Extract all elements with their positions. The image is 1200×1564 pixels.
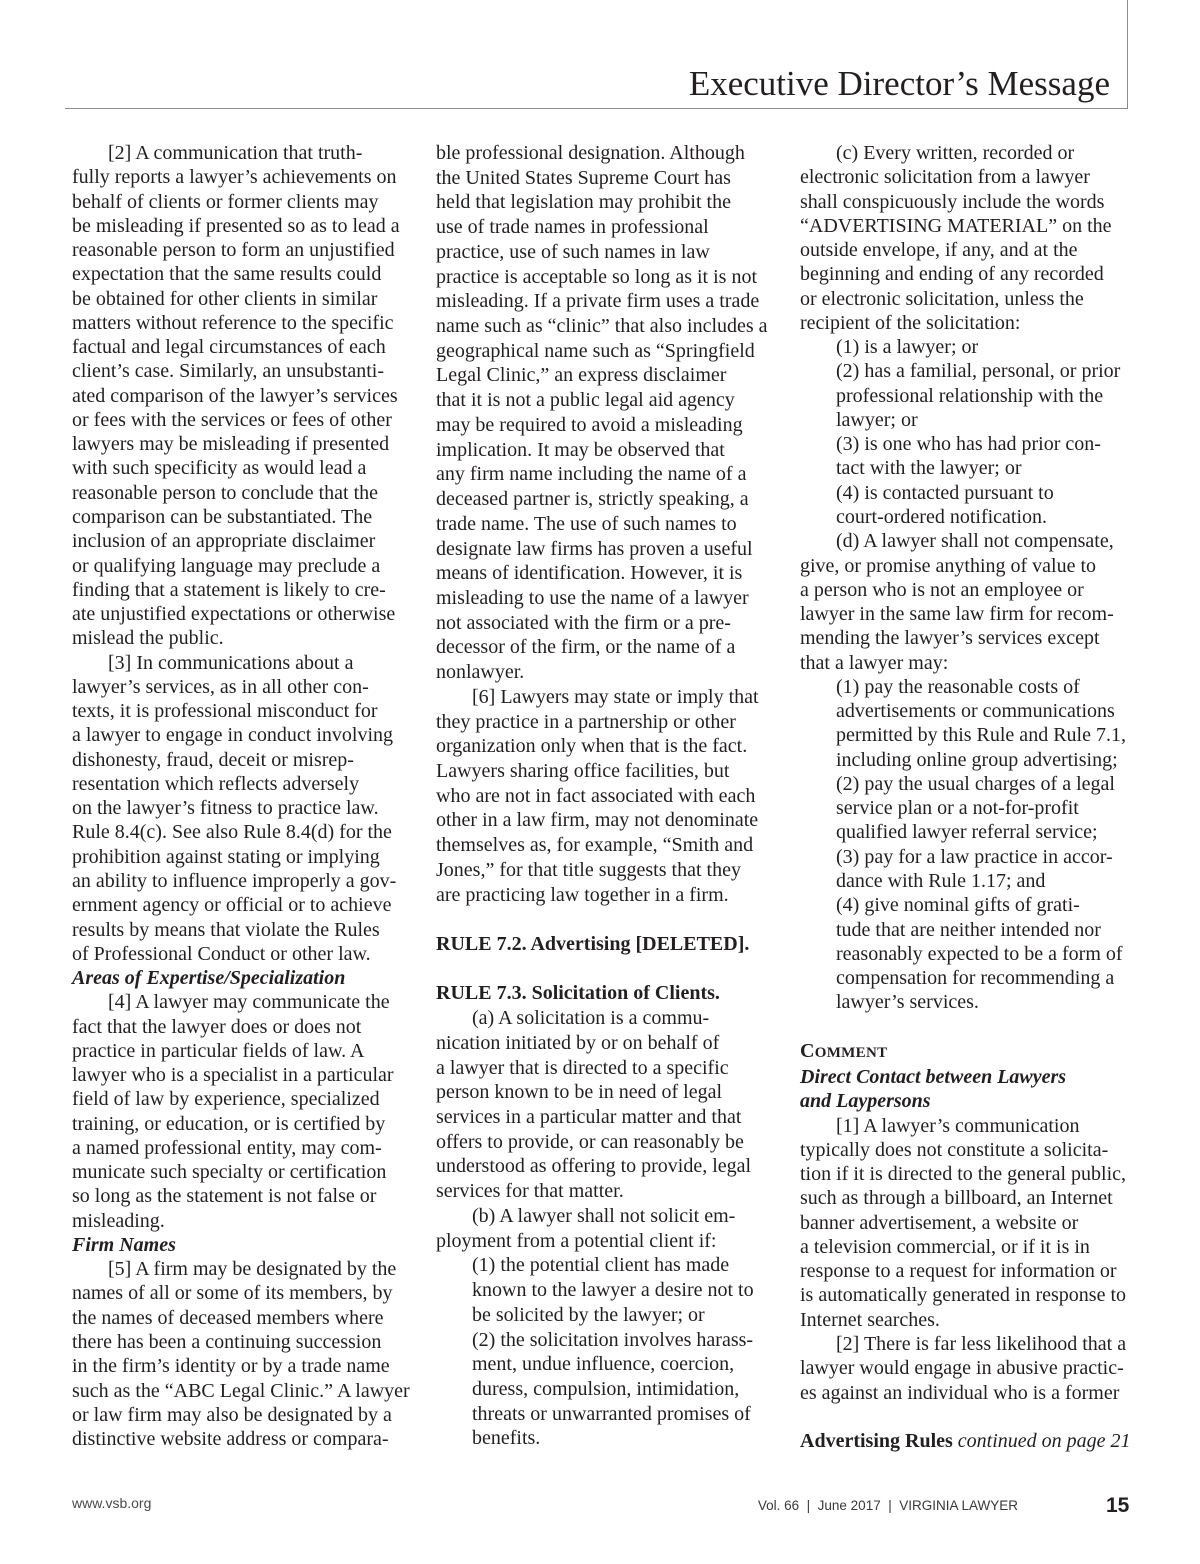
rule-c-item-3: (3) is one who has had prior con- tact with the lawyer; or: [836, 433, 1101, 480]
section-title: Executive Director’s Message: [688, 64, 1110, 103]
subheading-expertise: Areas of Expertise/Specialization: [72, 967, 346, 990]
comment-paragraph-1: [1] A lawyer’s communication typically does not constitute a solicita- tion if it is directed to the general public, such as through a billboard, an Internet banner advertisement, a website or a television commercial, or if it is in response to a request for information or is automatically generated in response to Internet searches.: [800, 1114, 1127, 1331]
comment-label: COMMENT: [800, 1039, 888, 1062]
rule-7-3-heading: RULE 7.3. Solicitation of Clients.: [436, 982, 720, 1005]
continued-title: Advertising Rules: [800, 1430, 953, 1453]
footer-issue-info: Vol. 66 | June 2017 | VIRGINIA LAWYER: [757, 1498, 1018, 1513]
rule-paragraph-c: (c) Every written, recorded or electronic solicitation from a lawyer shall conspicuously include the words “ADVERTISING MATERIAL” on the outside envelope, if any, and at the beginning and ending of any recorded or electronic solicitation, unless the recipient of the solicitation:: [800, 142, 1112, 334]
rule-d-item-3: (3) pay for a law practice in accor- dance with Rule 1.17; and: [836, 845, 1113, 892]
continued-page-note: continued on page 21: [957, 1430, 1131, 1453]
continued-note: [800, 1429, 1131, 1453]
comment-paragraph-3: [3] In communications about a lawyer’s services, as in all other con- texts, it is professional misconduct for a lawyer to engage in conduct involving dishonesty, fraud, deceit or misrep- resentation which reflects adversely on the lawyer’s fitness to practice law. Rule 8.4(c). See also Rule 8.4(d) for the prohibition against stating or implying an ability to influence improperly a gov- ernment agency or official or to achieve results by means that violate the Rules of Professional Conduct or other law.: [72, 651, 397, 965]
rule-b-item-1: (1) the potential client has made known to the lawyer a desire not to be solicited by the lawyer; or: [472, 1254, 754, 1326]
left-column: [72, 141, 417, 1451]
rule-d-item-2: (2) pay the usual charges of a legal service plan or a not-for-profit qualified lawyer referral service;: [836, 772, 1115, 844]
rule-c-item-2: (2) has a familial, personal, or prior professional relationship with the lawyer; or: [836, 360, 1121, 431]
comment-paragraph-5: [5] A firm may be designated by the names of all or some of its members, by the names of deceased members where there has been a continuing succession in the firm’s identity or by a trade name such as the “ABC Legal Clinic.” A lawyer or law firm may also be designated by a distinctive website address or compara-: [72, 1258, 410, 1451]
rule-paragraph-a: (a) A solicitation is a commu- nication initiated by or on behalf of a lawyer that is directed to a specific person known to be in need of legal services in a particular matter and that offers to provide, or can reasonably be understood as offering to provide, legal services for that matter.: [436, 1007, 752, 1203]
footer-website: www.vsb.org: [72, 1495, 152, 1511]
rule-d-item-1: (1) pay the reasonable costs of advertisements or communications permitted by this Rule and Rule 7.1, including online group advertising;: [836, 675, 1126, 771]
rule-paragraph-d: (d) A lawyer shall not compensate, give, or promise anything of value to a person who is not an employee or lawyer in the same law firm for recom- mending the lawyer’s services except that a lawyer may:: [800, 530, 1114, 674]
right-column: [800, 141, 1131, 1453]
comment-paragraph-2: [2] A communication that truth- fully reports a lawyer’s achievements on behalf of clients or former clients may be misleading if presented so as to lead a reasonable person to form an unjustified expectation that the same results could be obtained for other clients in similar matters without reference to the specific factual and legal circumstances of each client’s case. Similarly, an unsubstanti- ated comparison of the lawyer’s services or fees with the services or fees of other lawyers may be misleading if presented with such specificity as would lead a reasonable person to conclude that the comparison can be substantiated. The inclusion of an appropriate disclaimer or qualifying language may preclude a finding that a statement is likely to cre- ate unjustified expectations or otherwise mislead the public.: [72, 142, 400, 650]
comment-paragraph-6: [6] Lawyers may state or imply that they practice in a partnership or other organization only when that is the fact. Lawyers sharing office facilities, but who are not in fact associated with each other in a law firm, may not denominate themselves as, for example, “Smith and Jones,” for that title suggests that they are practicing law together in a firm.: [436, 685, 759, 906]
rule-d-item-4: (4) give nominal gifts of grati- tude that are neither intended nor reasonably expected to be a form of compensation for recommending a lawyer’s services.: [836, 894, 1123, 1014]
rule-c-item-4: (4) is contacted pursuant to court-ordered notification.: [836, 481, 1054, 528]
header-horizontal-rule: [65, 108, 1128, 109]
rule-paragraph-b: (b) A lawyer shall not solicit em- ployment from a potential client if:: [436, 1204, 736, 1252]
comment-paragraph-2-right: [2] There is far less likelihood that a lawyer would engage in abusive practic- es against an individual who is a former: [800, 1333, 1127, 1404]
rule-b-item-2: (2) the solicitation involves harass- ment, undue influence, coercion, duress, compulsion, intimidation, threats or unwarranted promises of benefits.: [472, 1328, 754, 1450]
comment-paragraph-4: [4] A lawyer may communicate the fact that the lawyer does or does not practice in particular fields of law. A lawyer who is a specialist in a particular field of law by experience, specialized training, or education, or is certified by a named professional entity, may com- municate such specialty or certification so long as the statement is not false or misleading.: [72, 991, 394, 1232]
page-number: 15: [1106, 1494, 1130, 1517]
rule-7-2-heading: RULE 7.2. Advertising [DELETED].: [436, 933, 750, 955]
subheading-direct-contact: Direct Contact between Lawyers and Laypersons: [800, 1066, 1067, 1113]
middle-column: [436, 141, 781, 1451]
comment-paragraph-5-continued: ble professional designation. Although the United States Supreme Court has held that legislation may prohibit the use of trade names in professional practice, use of such names in law practice is acceptable so long as it is not misleading. If a private firm uses a trade name such as “clinic” that also includes a geographical name such as “Springfield Legal Clinic,” an express disclaimer that it is not a public legal aid agency may be required to avoid a misleading implication. It may be observed that any firm name including the name of a deceased partner is, strictly speaking, a trade name. The use of such names to designate law firms has proven a useful means of identification. However, it is misleading to use the name of a lawyer not associated with the firm or a pre- decessor of the firm, or the name of a nonlawyer.: [436, 142, 768, 684]
subheading-firm-names: Firm Names: [72, 1233, 176, 1256]
header-vertical-rule: [1127, 0, 1128, 108]
rule-c-item-1: (1) is a lawyer; or: [836, 336, 979, 359]
